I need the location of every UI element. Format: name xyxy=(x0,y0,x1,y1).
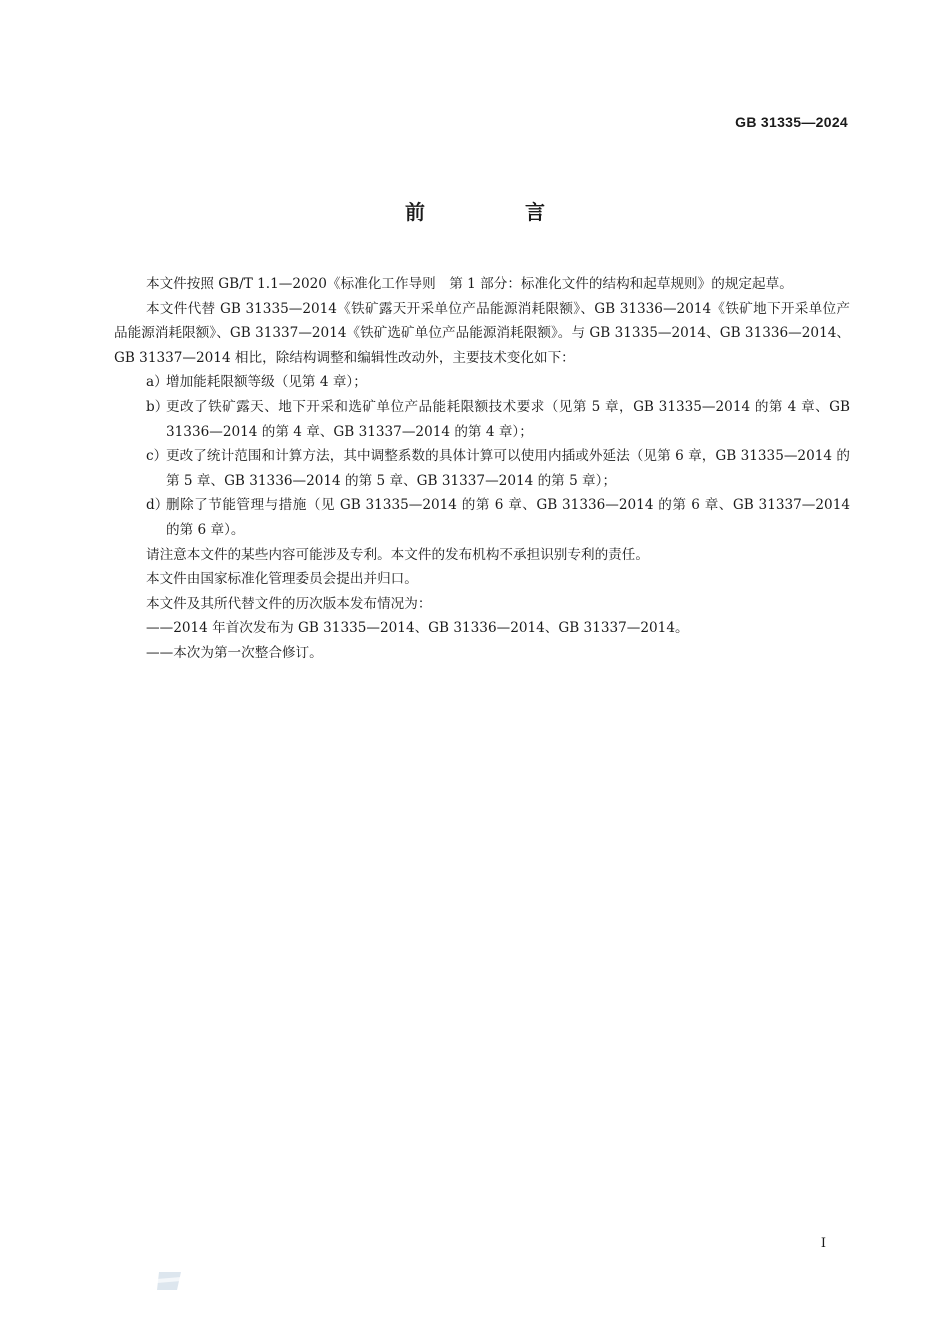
history-line: ——2014 年首次发布为 GB 31335—2014、GB 31336—2014、GB 31337—2014。 xyxy=(146,620,689,637)
foreword-body xyxy=(114,272,850,666)
list-item xyxy=(114,444,850,493)
list-item-text: 更改了统计范围和计算方法，其中调整系数的具体计算可以使用内插或外延法（见第 6 章，GB 31335—2014 的第 5 章、GB 31336—2014 的第 5 章、GB 31337—2014 的第 5 章）； xyxy=(166,448,850,489)
list-item-text: 增加能耗限额等级（见第 4 章）； xyxy=(166,374,367,391)
list-marker: d） xyxy=(146,497,169,514)
list-item xyxy=(114,395,850,444)
paragraph-patent-notice: 请注意本文件的某些内容可能涉及专利。本文件的发布机构不承担识别专利的责任。 xyxy=(146,546,649,563)
history-line: ——本次为第一次整合修订。 xyxy=(146,644,323,661)
list-item-text: 删除了节能管理与措施（见 GB 31335—2014 的第 6 章、GB 31336—2014 的第 6 章、GB 31337—2014 的第 6 章）。 xyxy=(166,497,850,538)
paragraph-drafting-rules: 本文件按照 GB/T 1.1—2020《标准化工作导则 第 1 部分：标准化文件的结构和起草规则》的规定起草。 xyxy=(146,276,793,292)
list-item xyxy=(114,493,850,542)
list-item xyxy=(114,370,850,395)
paragraph-proposer: 本文件由国家标准化管理委员会提出并归口。 xyxy=(146,571,418,588)
document-code: GB 31335—2024 xyxy=(735,114,848,130)
list-marker: b） xyxy=(146,398,169,415)
page-number: I xyxy=(820,1236,826,1251)
paragraph-replacement: 本文件代替 GB 31335—2014《铁矿露天开采单位产品能源消耗限额》、GB 31336—2014《铁矿地下开采单位产品能源消耗限额》、GB 31337—2014《铁矿选矿单位产品能源消耗限额》。与 GB 31335—2014、GB 31336—2014、GB 31337—2014 相比，除结构调整和编辑性改动外，主要技术变化如下： xyxy=(114,300,850,366)
list-marker: c） xyxy=(146,448,168,465)
paragraph-version-history: 本文件及其所代替文件的历次版本发布情况为： xyxy=(146,595,432,612)
page-title: 前 言 xyxy=(405,200,585,224)
list-marker: a） xyxy=(146,374,168,391)
list-item-text: 更改了铁矿露天、地下开采和选矿单位产品能耗限额技术要求（见第 5 章，GB 31335—2014 的第 4 章、GB 31336—2014 的第 4 章、GB 31337—2014 的第 4 章）； xyxy=(166,398,850,440)
sac-logo xyxy=(155,1270,183,1292)
